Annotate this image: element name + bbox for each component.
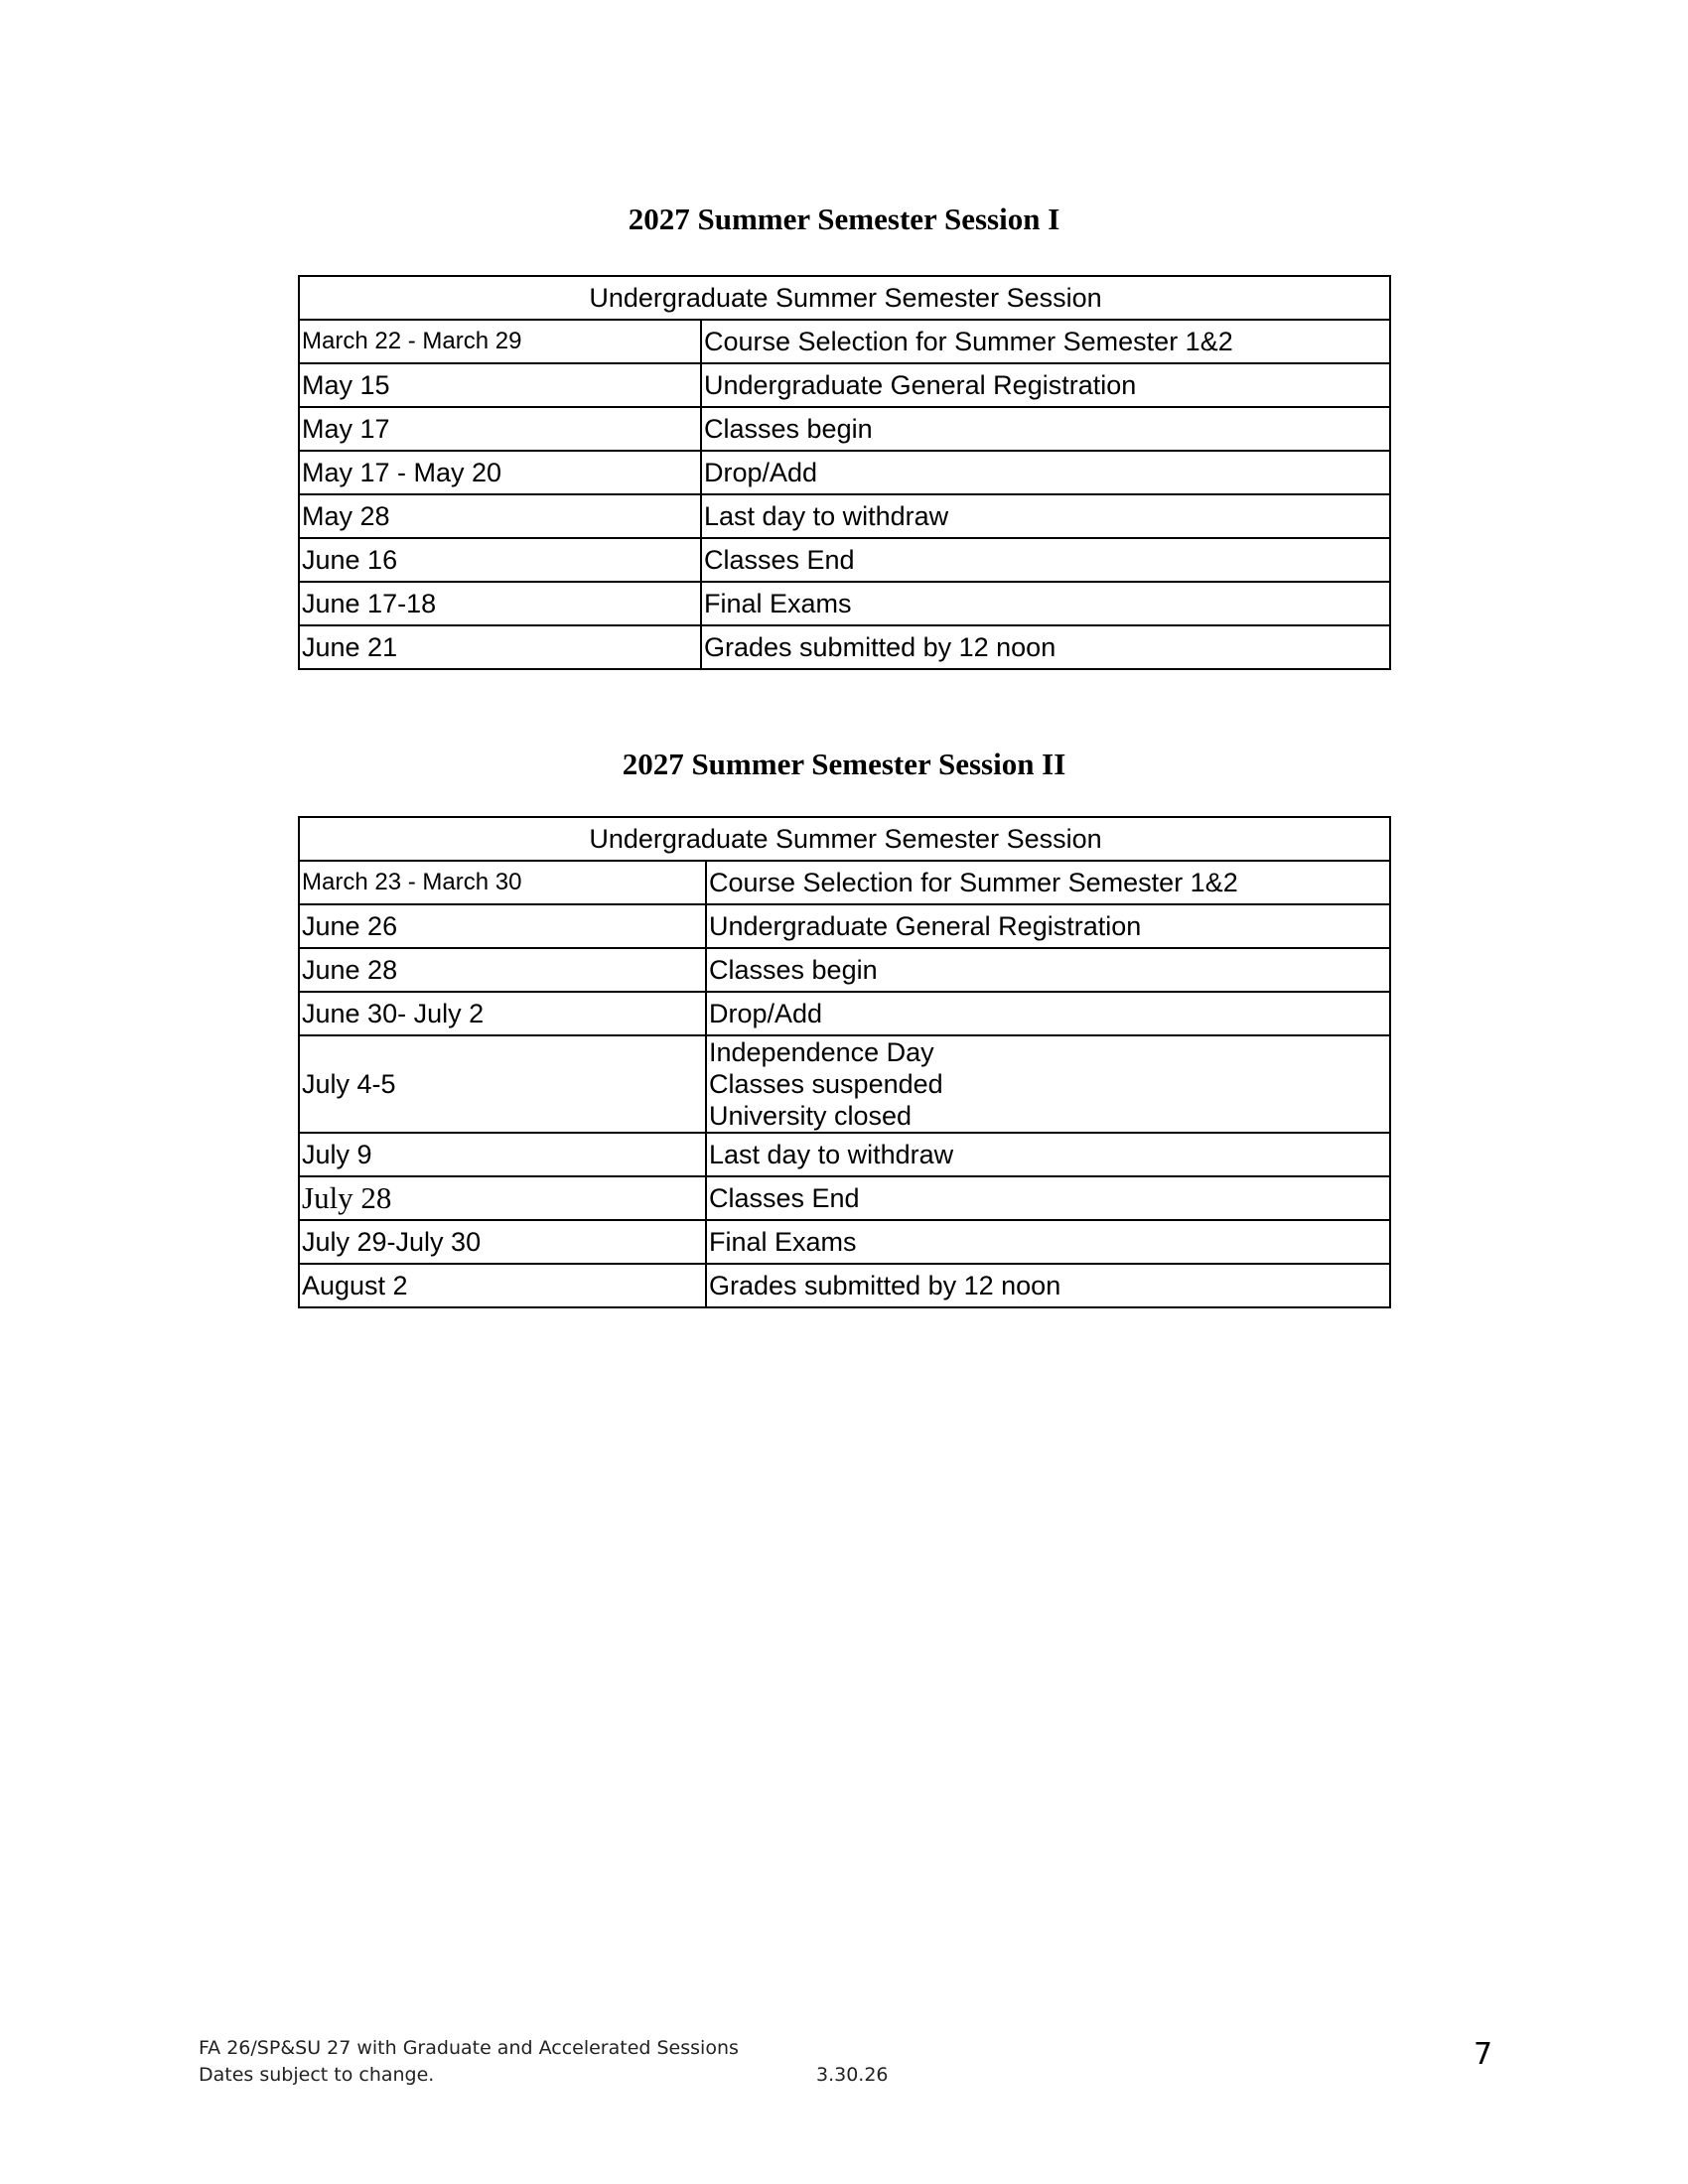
session1-calendar-table [298,275,1391,670]
date-cell: June 16 [299,538,701,582]
date-cell: July 29-July 30 [299,1220,706,1264]
table-row [299,948,1390,992]
page-number: 7 [1474,2037,1493,2072]
table-row [299,538,1390,582]
table-row [299,320,1390,363]
date-cell: June 26 [299,904,706,948]
session2-title: 2027 Summer Semester Session II [622,747,1066,781]
table-row [299,407,1390,451]
date-cell: June 28 [299,948,706,992]
event-cell: Grades submitted by 12 noon [706,1264,1390,1307]
date-cell: August 2 [299,1264,706,1307]
table-header-row [299,817,1390,861]
table-row [299,1264,1390,1307]
footer-document-title: FA 26/SP&SU 27 with Graduate and Accelerated Sessions [199,2037,739,2059]
date-cell: June 17-18 [299,582,701,625]
date-cell: July 28 [299,1176,706,1220]
session1-title: 2027 Summer Semester Session I [628,202,1060,236]
event-cell: Classes End [701,538,1390,582]
table-row [299,1220,1390,1264]
event-line: Independence Day [709,1037,934,1067]
event-cell: Course Selection for Summer Semester 1&2 [706,861,1390,904]
date-cell: July 9 [299,1133,706,1176]
event-cell: Drop/Add [706,992,1390,1035]
table-row [299,625,1390,669]
table-header: Undergraduate Summer Semester Session [299,817,1390,861]
event-cell: Final Exams [706,1220,1390,1264]
date-cell: May 28 [299,494,701,538]
date-cell: March 22 - March 29 [299,320,701,363]
session2-calendar-table [298,816,1391,1308]
date-cell: June 21 [299,625,701,669]
event-cell: Undergraduate General Registration [706,904,1390,948]
table-row [299,1035,1390,1133]
event-cell: Grades submitted by 12 noon [701,625,1390,669]
table-header: Undergraduate Summer Semester Session [299,276,1390,320]
event-cell: Drop/Add [701,451,1390,494]
event-cell: Classes begin [701,407,1390,451]
event-cell: Course Selection for Summer Semester 1&2 [701,320,1390,363]
table-row [299,582,1390,625]
event-line: Classes suspended [709,1069,943,1099]
footer-disclaimer: Dates subject to change. [199,2064,435,2086]
table-row [299,1133,1390,1176]
table-row [299,1176,1390,1220]
table-row [299,494,1390,538]
date-cell: May 17 - May 20 [299,451,701,494]
date-cell: May 15 [299,363,701,407]
event-line: University closed [709,1101,913,1131]
event-cell: Undergraduate General Registration [701,363,1390,407]
event-cell: Last day to withdraw [706,1133,1390,1176]
date-cell: May 17 [299,407,701,451]
date-cell: July 4-5 [299,1035,706,1133]
event-cell-multiline [706,1035,1390,1133]
footer-revision-date: 3.30.26 [816,2064,889,2086]
table-row [299,363,1390,407]
date-cell: June 30- July 2 [299,992,706,1035]
event-cell: Classes End [706,1176,1390,1220]
event-cell: Final Exams [701,582,1390,625]
table-row [299,992,1390,1035]
table-header-row [299,276,1390,320]
event-cell: Last day to withdraw [701,494,1390,538]
table-row [299,861,1390,904]
date-cell: March 23 - March 30 [299,861,706,904]
event-cell: Classes begin [706,948,1390,992]
table-row [299,904,1390,948]
table-row [299,451,1390,494]
